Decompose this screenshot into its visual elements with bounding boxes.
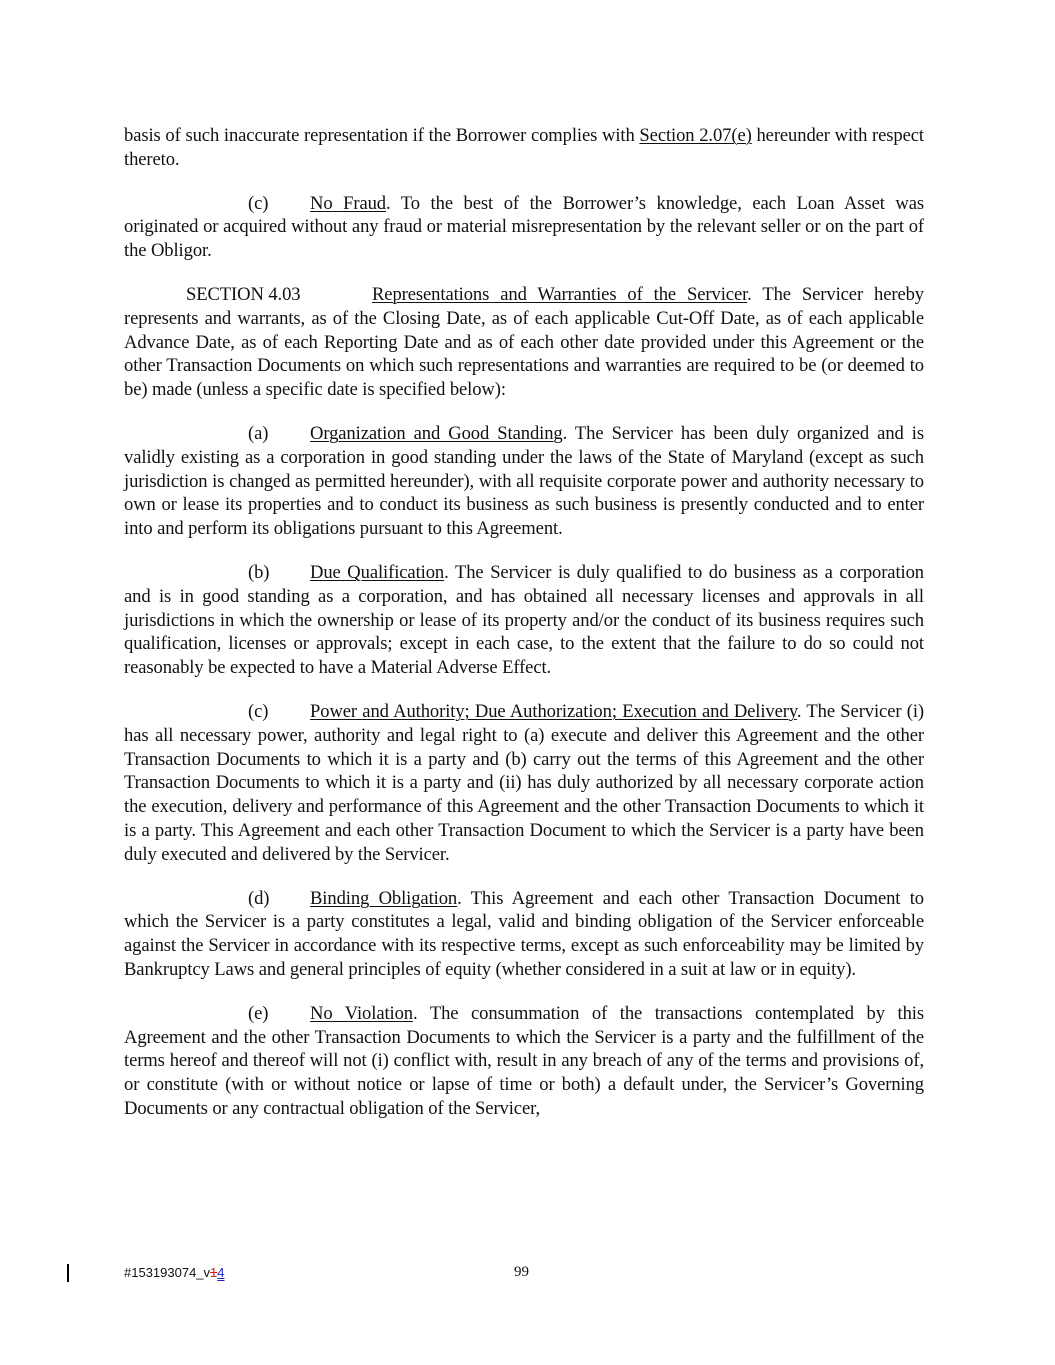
clause-title: Due Qualification [310,561,445,583]
clause-label: (c) [248,192,269,214]
section-title: Representations and Warranties of the Servicer [372,283,748,305]
clause-body: . To the best of the Borrower’s knowledge, each Loan Asset was originated or acquired without any fraud or material misrepresentation by the relevant seller or on the part of the Obligor. [124,192,924,262]
document-id [124,1265,225,1280]
clause-title: Binding Obligation [310,887,458,909]
revision-change-bar [67,1264,69,1282]
clause-label: (e) [248,1002,269,1024]
clause-label: (a) [248,422,269,444]
clause-label: (c) [248,700,269,722]
clause-organization [124,422,924,541]
clause-body: . The Servicer has been duly organized and is validly existing as a corporation in good standing under the laws of the State of Maryland (except as such jurisdiction is changed as permitted hereunder), with all requisite corporate power and authority necessary to own or lease its properties and to conduct its business as such business is presently conducted and to enter into and perform its obligations pursuant to this Agreement. [124,422,925,540]
document-id-prefix: #153193074_v [124,1265,211,1280]
clause-title: No Fraud [310,192,386,214]
clause-title: Organization and Good Standing [310,422,563,444]
clause-power-authority [124,700,924,867]
continuation-paragraph: basis of such inaccurate representation if the Borrower complies with Section 2.07(e) hereunder with respect thereto. [124,125,924,170]
section-number: SECTION 4.03 [186,283,301,305]
clause-body: . The Servicer (i) has all necessary power, authority and legal right to (a) execute and deliver this Agreement and the other Transaction Documents to which it is a party and (b) carry out the terms of this Agreement and the other Transaction Documents to which it is a party and (ii) has duly authorized by all necessary corporate action the execution, delivery and performance of this Agreement and the other Transaction Documents to which it is a party. This Agreement and each other Transaction Document to which the Servicer is a party have been duly executed and delivered by the Servicer. [124,700,924,865]
section-reference-link[interactable]: Section 2.07(e) [639,125,752,146]
clause-binding-obligation [124,887,924,982]
clause-no-violation [124,1002,924,1121]
page-number: 99 [514,1264,529,1280]
clause-due-qualification [124,561,924,680]
section-body: . The Servicer hereby represents and warrants, as of the Closing Date, as of each applicable Cut-Off Date, as of each applicable Advance Date, as of each Reporting Date and as of each other date provided under this Agreement or the other Transaction Documents on which such representations and warranties are required to be (or deemed to be) made (unless a specific date is specified below): [124,283,925,401]
clause-body: . This Agreement and each other Transaction Document to which the Servicer is a party constitutes a legal, valid and binding obligation of the Servicer enforceable against the Servicer in accordance with its respective terms, except as such enforceability may be limited by Bankruptcy Laws and general principles of equity (whether considered in a suit at law or in equity). [124,887,924,980]
document-page [124,124,924,1141]
section-4-03 [124,283,924,402]
clause-label: (d) [248,887,270,909]
deleted-version: 1 [210,1265,218,1280]
clause-body: . The consummation of the transactions contemplated by this Agreement and the other Transaction Documents to which the Servicer is a party and the fulfillment of the terms hereof and thereof will not (i) conflict with, result in any breach of any of the terms and provisions of, or constitute (with or without notice or lapse of time or both) a default under, the Servicer’s Governing Documents or any contractual obligation of the Servicer, [124,1002,925,1119]
inserted-version: 4 [217,1265,225,1280]
clause-label: (b) [248,561,270,583]
clause-title: No Violation [310,1002,414,1024]
clause-body: . The Servicer is duly qualified to do business as a corporation and is in good standing as a corporation, and has obtained all necessary licenses and approvals in all jurisdictions in which the ownership or lease of its property and/or the conduct of its business requires such qualification, licenses or approvals; except in each case, to the extent that the failure to do so could not reasonably be expected to have a Material Adverse Effect. [124,561,924,679]
clause-no-fraud [124,192,924,263]
clause-title: Power and Authority; Due Authorization; Execution and Delivery [310,700,797,722]
